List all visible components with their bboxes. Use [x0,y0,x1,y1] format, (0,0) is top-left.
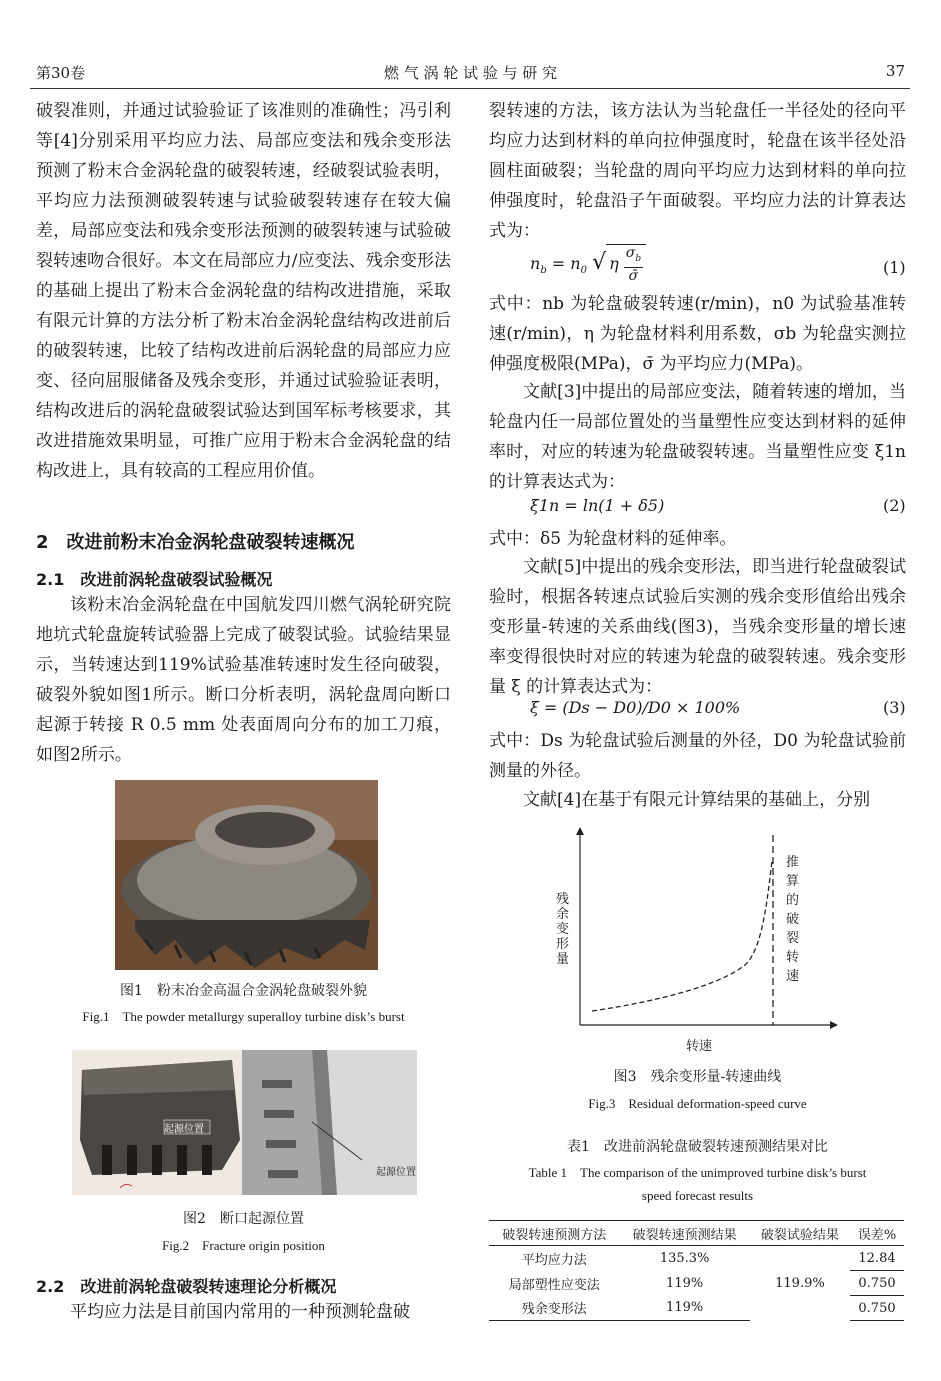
table1-cell: 135.3% [659,1250,710,1266]
right-para-2: 文献[3]中提出的局部应变法，随着转速的增加，当轮盘内任一局部位置处的当量塑性应变达到材料的延伸率时，对应的转速为轮盘破裂转速。当量塑性应变 ξ1n 的计算表达式为： [489,382,906,492]
fig3-y-arrow [576,827,584,835]
fig2-origin-label-a: 起源位置 [164,1124,204,1135]
page-number: 37 [885,62,905,80]
table1-header-test: 破裂试验结果 [750,1221,850,1246]
equation-3: ξ = (Ds − D0)/D0 × 100% [530,698,741,717]
equation-2-number: (2) [883,496,906,515]
fig3-x-label: 转速 [686,1039,713,1054]
table1-cell: 平均应力法 [521,1252,587,1268]
section-2-heading: 2 改进前粉末冶金涡轮盘破裂转速概况 [36,532,355,553]
fig1-photo-burst-disk [115,780,378,970]
table1 [489,1220,904,1321]
table1-caption-cn: 表1 改进前涡轮盘破裂转速预测结果对比 [567,1139,828,1155]
fig2-caption-en: Fig.2 Fracture origin position [162,1238,325,1253]
equation-3-number: (3) [883,698,906,717]
left-para-22: 平均应力法是目前国内常用的一种预测轮盘破 [70,1302,410,1322]
fig2-origin-label-b: 起源位置 [376,1167,416,1178]
table1-cell: 0.750 [850,1296,904,1321]
table-row [489,1246,904,1271]
table1-cell: 119% [666,1275,704,1291]
equation-1: $n_b = n_0$ √ η $\frac{\sigma_b}{\sigmā}$ [530,244,646,284]
right-where-2: 式中：δ5 为轮盘材料的延伸率。 [489,529,737,549]
fig3-caption-en: Fig.3 Residual deformation-speed curve [588,1096,807,1111]
table1-caption-en-2: speed forecast results [641,1188,754,1203]
table1-cell: 12.84 [850,1246,904,1271]
right-para-4: 文献[4]在基于有限元计算结果的基础上，分别 [523,790,871,810]
fig3-y-label: 残余变形量 [556,892,570,967]
volume-label: 第30卷 [36,64,86,82]
fig3-burst-label: 推算的破裂转速 [786,855,800,984]
table1-cell: 局部塑性应变法 [508,1277,600,1293]
equation-2: ξ1n = ln(1 + δ5) [530,496,665,515]
right-where-3: 式中：Ds 为轮盘试验后测量的外径，D0 为轮盘试验前测量的外径。 [489,731,906,781]
header-rule [30,88,910,89]
fig2-photo-fracture [72,1050,242,1195]
table1-test-result: 119.9% [775,1275,825,1291]
fig3-curve [592,860,772,1011]
fig2-caption-cn: 图2 断口起源位置 [183,1211,304,1227]
left-para-1: 破裂准则，并通过试验验证了该准则的准确性；冯引利等[4]分别采用平均应力法、局部应变法和残余变形法预测了粉末合金涡轮盘的破裂转速，经破裂试验表明，平均应力法预测破裂转速与试验破裂转速存在较大偏差，局部应变法和残余变形法预测的破裂转速与试验破裂转速吻合很好。本文在局部应力/应变法、残余变形法的基础上提出了粉末合金涡轮盘的结构改进措施，采取有限元计算的方法分析了粉末冶金涡轮盘结构改进前后的破裂转速，比较了结构改进前后涡轮盘的局部应力应变、径向屈服储备及残余变形，并通过试验验证表明，结构改进后的涡轮盘破裂试验达到国军标考核要求，其改进措施效果明显，可推广应用于粉末合金涡轮盘的结构改进上，具有较高的工程应用价值。 [36,101,451,481]
fig1-caption-en: Fig.1 The powder metallurgy superalloy turbine disk’s burst [82,1009,405,1024]
table1-header-error: 误差% [850,1221,904,1246]
table1-header-forecast: 破裂转速预测结果 [619,1221,749,1246]
right-para-3: 文献[5]中提出的残余变形法，即当进行轮盘破裂试验时，根据各转速点试验后实测的残余变形值给出残余变形量-转速的关系曲线(图3)，当残余变形量的增长速率变得很快时对应的转速为轮盘的破裂转速。残余变形量 ξ 的计算表达式为： [489,557,906,697]
equation-1-number: (1) [883,258,906,277]
table1-cell: 残余变形法 [489,1296,619,1321]
fig3-x-arrow [830,1021,838,1029]
left-para-21: 该粉末冶金涡轮盘在中国航发四川燃气涡轮研究院地坑式轮盘旋转试验器上完成了破裂试验。试验结果显示，当转速达到119%试验基准转速时发生径向破裂，破裂外貌如图1所示。断口分析表明，涡轮盘周向断口起源于转接 R 0.5 mm 处表面周向分布的加工刀痕，如图2所示。 [36,595,451,765]
section-2-2-heading: 2.2 改进前涡轮盘破裂转速理论分析概况 [36,1277,337,1296]
fig1-caption-cn: 图1 粉末冶金高温合金涡轮盘破裂外貌 [120,983,367,999]
journal-title: 燃 气 涡 轮 试 验 与 研 究 [383,64,558,82]
right-para-1: 裂转速的方法，该方法认为当轮盘任一半径处的径向平均应力达到材料的单向拉伸强度时，轮盘在该半径处沿圆柱面破裂；当轮盘的周向平均应力达到材料的单向拉伸强度时，轮盘沿子午面破裂。平均应力法的计算表达式为： [489,101,906,241]
table1-cell: 0.750 [850,1271,904,1296]
section-2-1-heading: 2.1 改进前涡轮盘破裂试验概况 [36,570,273,589]
fig3-caption-cn: 图3 残余变形量-转速曲线 [613,1069,782,1085]
table1-header-method: 破裂转速预测方法 [489,1221,619,1246]
right-where-1: 式中：nb 为轮盘破裂转速(r/min)，n0 为试验基准转速(r/min)，η 为轮盘材料利用系数，σb 为轮盘实测拉伸强度极限(MPa)，σ̄ 为平均应力(MPa)。 [489,294,906,374]
table1-cell: 119% [619,1296,749,1321]
table1-caption-en-1: Table 1 The comparison of the unimproved turbine disk’s burst [528,1165,867,1180]
